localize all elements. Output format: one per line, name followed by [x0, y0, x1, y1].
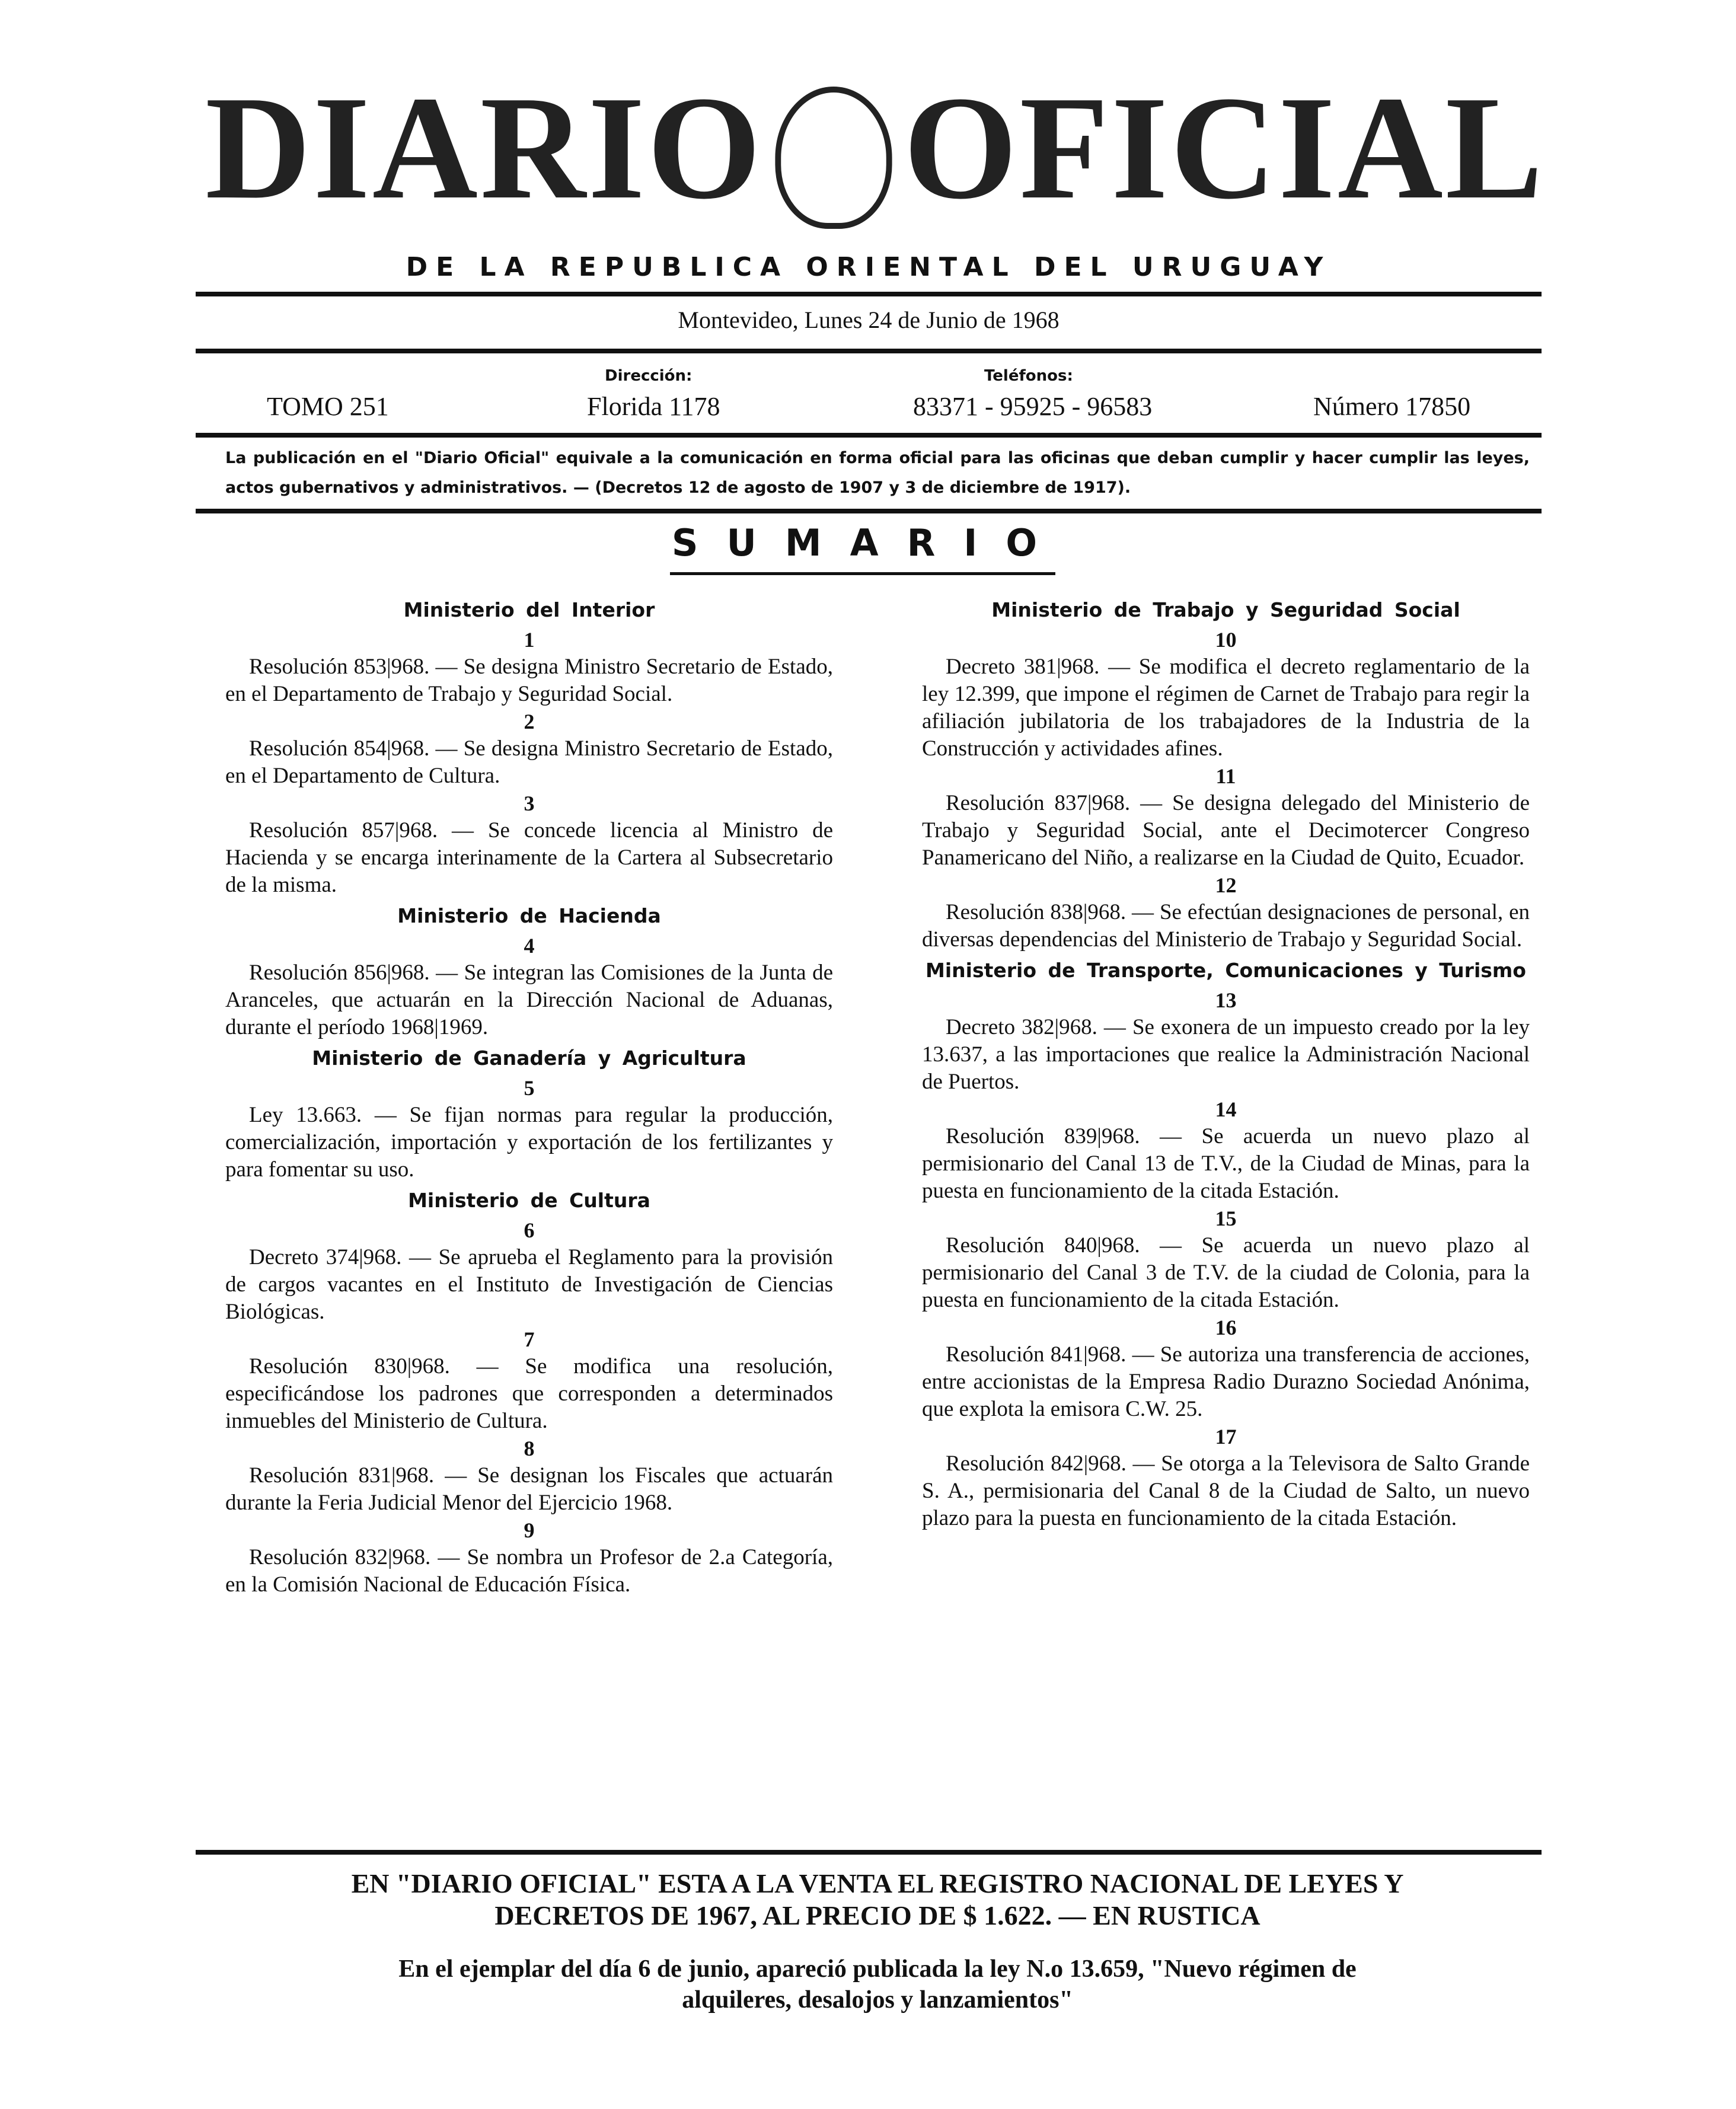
- item-number: 3: [524, 792, 535, 815]
- divider: [196, 509, 1542, 513]
- item-text: Decreto 374|968. — Se aprueba el Reglamento para la provisión de cargos vacantes en el Instituto de Investigación de Ciencias Biológicas.: [225, 1245, 833, 1324]
- right-column: [922, 593, 1530, 1532]
- item-number: 15: [1215, 1207, 1237, 1230]
- item-text: Resolución 853|968. — Se designa Ministro Secretario de Estado, en el Departamento de Trabajo y Seguridad Social.: [225, 655, 833, 706]
- divider: [196, 292, 1542, 296]
- legal-notice: La publicación en el "Diario Oficial" equivale a la comunicación en forma oficial para las oficinas que deban cumplir y hacer cumplir las leyes, actos gubernativos y administrativos. — (Decretos 12 de agosto de 1907 y 3 de diciembre de 1917).: [225, 449, 1530, 497]
- divider: [196, 349, 1542, 353]
- item-number: 7: [524, 1328, 535, 1351]
- direccion: Florida 1178: [587, 392, 720, 421]
- item-text: Resolución 856|968. — Se integran las Comisiones de la Junta de Aranceles, que actuarán en la Dirección Nacional de Aduanas, durante el período 1968|1969.: [225, 961, 833, 1039]
- section-heading: Ministerio de Ganadería y Agricultura: [312, 1046, 746, 1070]
- masthead-title: [196, 65, 1546, 237]
- final-line-2: alquileres, desalojos y lanzamientos": [682, 1986, 1073, 2014]
- final-line-1: En el ejemplar del día 6 de junio, apareció publicada la ley N.o 13.659, "Nuevo régimen de: [398, 1955, 1357, 1983]
- item-number: 12: [1215, 873, 1237, 897]
- numero: Número 17850: [1313, 392, 1471, 421]
- item-number: 16: [1215, 1316, 1237, 1339]
- divider: [196, 1850, 1542, 1855]
- item-number: 6: [524, 1218, 535, 1242]
- item-text: Decreto 382|968. — Se exonera de un impuesto creado por la ley 13.637, a las importaciones que realice la Administración Nacional de Puertos.: [922, 1015, 1530, 1094]
- title-right: OFICIAL: [903, 66, 1546, 230]
- section-heading: Ministerio de Trabajo y Seguridad Social: [991, 598, 1460, 621]
- item-text: Resolución 841|968. — Se autoriza una transferencia de acciones, entre accionistas de la Empresa Radio Durazno Sociedad Anónima, que explota la emisora C.W. 25.: [922, 1342, 1530, 1421]
- item-number: 11: [1215, 764, 1236, 788]
- item-text: Resolución 842|968. — Se otorga a la Televisora de Salto Grande S. A., permisionaria del Canal 8 de la Ciudad de Salto, un nuevo plazo para la puesta en funcionamiento de la citada Estación.: [922, 1451, 1530, 1530]
- item-text: Resolución 857|968. — Se concede licencia al Ministro de Hacienda y se encarga interinamente de la Cartera al Subsecretario de la misma.: [225, 818, 833, 897]
- banner-line-1: EN "DIARIO OFICIAL" ESTA A LA VENTA EL REGISTRO NACIONAL DE LEYES Y: [351, 1868, 1404, 1899]
- direccion-label: Dirección:: [605, 367, 693, 385]
- sumario-heading: SUMARIO: [671, 521, 1066, 564]
- item-number: 13: [1215, 988, 1237, 1012]
- item-number: 17: [1215, 1425, 1237, 1448]
- coat-of-arms-icon: [775, 87, 892, 229]
- tomo: TOMO 251: [267, 392, 389, 421]
- title-wordmark: [205, 65, 1545, 235]
- divider: [196, 433, 1542, 438]
- telefonos-label: Teléfonos:: [984, 367, 1073, 385]
- item-text: Resolución 830|968. — Se modifica una resolución, especificándose los padrones que corresponden a determinados inmuebles del Ministerio de Cultura.: [225, 1354, 833, 1433]
- masthead-subtitle: DE LA REPUBLICA ORIENTAL DEL URUGUAY: [406, 252, 1332, 282]
- item-text: Ley 13.663. — Se fijan normas para regular la producción, comercialización, importación y exportación de los fertilizantes y para fomentar su uso.: [225, 1103, 833, 1182]
- item-text: Decreto 381|968. — Se modifica el decreto reglamentario de la ley 12.399, que impone el régimen de Carnet de Trabajo para regir la afiliación jubilatoria de los trabajadores de la Industria de la Construcción y actividades afines.: [922, 655, 1530, 761]
- divider: [670, 572, 1055, 575]
- dateline: Montevideo, Lunes 24 de Junio de 1968: [678, 307, 1060, 333]
- item-text: Resolución 831|968. — Se designan los Fiscales que actuarán durante la Feria Judicial Menor del Ejercicio 1968.: [225, 1463, 833, 1515]
- item-text: Resolución 840|968. — Se acuerda un nuevo plazo al permisionario del Canal 3 de T.V. de la ciudad de Colonia, para la puesta en funcionamiento de la citada Estación.: [922, 1233, 1530, 1312]
- item-text: Resolución 832|968. — Se nombra un Profesor de 2.a Categoría, en la Comisión Nacional de Educación Física.: [225, 1545, 833, 1597]
- item-text: Resolución 854|968. — Se designa Ministro Secretario de Estado, en el Departamento de Cultura.: [225, 736, 833, 788]
- item-text: Resolución 837|968. — Se designa delegado del Ministerio de Trabajo y Seguridad Social, ante el Decimotercer Congreso Panamericano del Niño, a realizarse en la Ciudad de Quito, Ecuador.: [922, 791, 1530, 870]
- title-left: DIARIO: [205, 66, 764, 230]
- left-column: [225, 593, 833, 1598]
- item-number: 1: [524, 628, 535, 652]
- section-heading: Ministerio de Hacienda: [397, 904, 661, 927]
- final-notice: [225, 1954, 1530, 2015]
- item-text: Resolución 839|968. — Se acuerda un nuevo plazo al permisionario del Canal 13 de T.V., de la Ciudad de Minas, para la puesta en funcionamiento de la citada Estación.: [922, 1124, 1530, 1203]
- item-text: Resolución 838|968. — Se efectúan designaciones de personal, en diversas dependencias del Ministerio de Trabajo y Seguridad Social.: [922, 900, 1530, 952]
- item-number: 14: [1215, 1097, 1237, 1121]
- section-heading: Ministerio de Cultura: [408, 1189, 650, 1212]
- banner-line-2: DECRETOS DE 1967, AL PRECIO DE $ 1.622. — EN RUSTICA: [494, 1900, 1260, 1931]
- sale-banner: [225, 1868, 1530, 1932]
- item-number: 2: [524, 710, 535, 733]
- item-number: 8: [524, 1437, 535, 1460]
- section-heading: Ministerio de Transporte, Comunicaciones y Turismo: [926, 959, 1526, 982]
- item-number: 10: [1215, 628, 1237, 652]
- item-number: 4: [524, 934, 535, 958]
- item-number: 9: [524, 1518, 535, 1542]
- telefonos: 83371 - 95925 - 96583: [913, 392, 1153, 421]
- item-number: 5: [524, 1076, 535, 1100]
- section-heading: Ministerio del Interior: [403, 598, 655, 621]
